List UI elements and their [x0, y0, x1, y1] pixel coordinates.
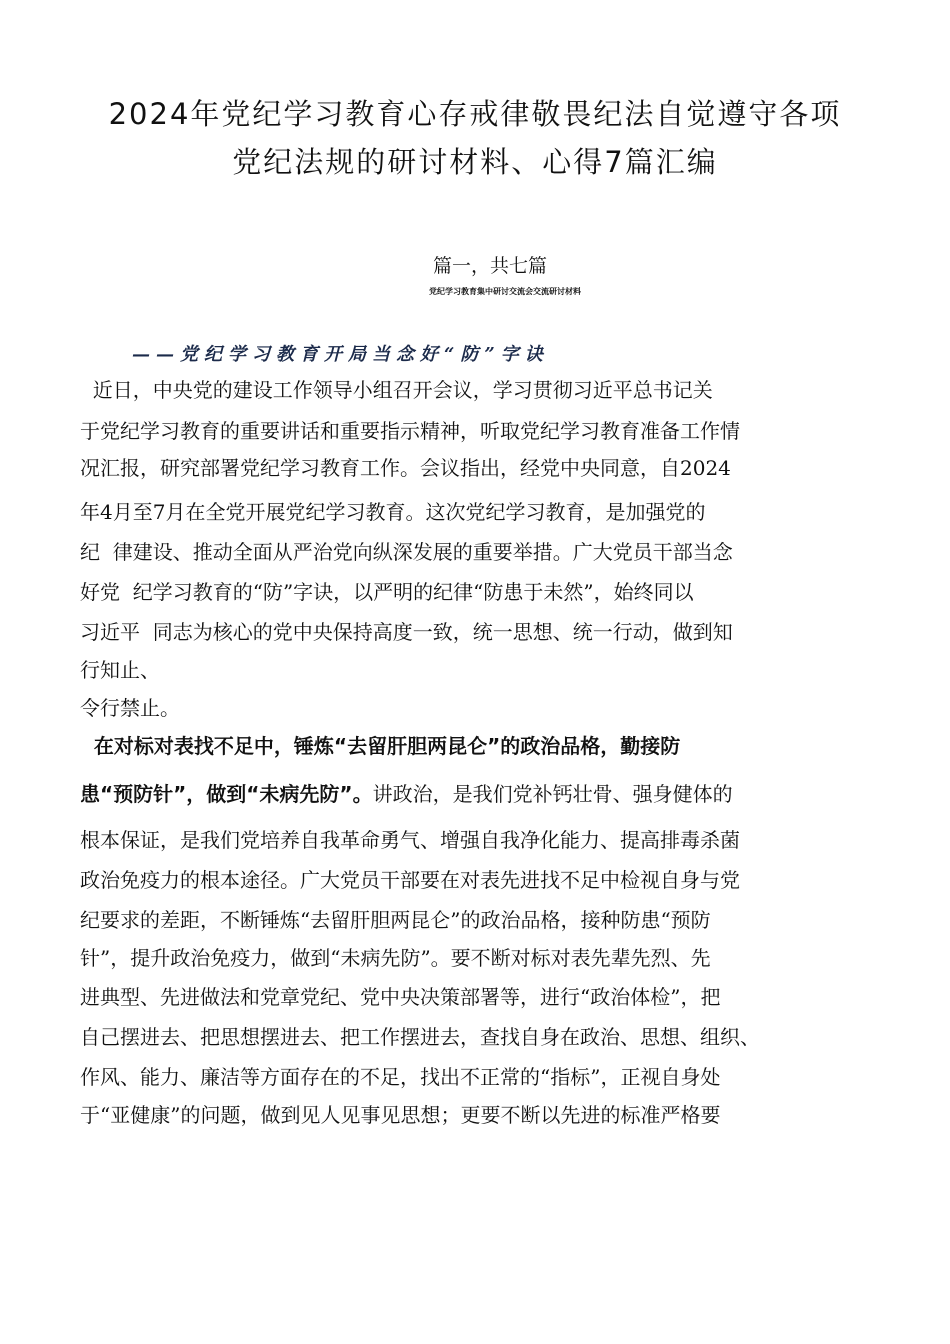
paragraph-mixed-line: [80, 784, 733, 804]
paragraph-line: 况汇报，研究部署党纪学习教育工作。会议指出，经党中央同意，自2024: [80, 456, 731, 480]
paragraph-line: 针”，提升政治免疫力，做到“未病先防”。要不断对标对表先辈先烈、先: [80, 946, 711, 970]
paragraph-heading-lead: 患“预防针”，做到“未病先防”。: [80, 782, 373, 806]
article-title: 党纪学习教育集中研讨交流会交流研讨材料: [429, 287, 581, 296]
document-title-line-1: 2024年党纪学习教育心存戒律敬畏纪法自觉遵守各项: [108, 97, 842, 131]
paragraph-line: 自己摆进去、把思想摆进去、把工作摆进去，查找自身在政治、思想、组织、: [80, 1025, 760, 1049]
paragraph-heading-line: 在对标对表找不足中，锤炼“去留肝胆两昆仑”的政治品格，勤接防: [80, 734, 681, 758]
paragraph-line: 好党 纪学习教育的“防”字诀，以严明的纪律“防患于未然”，始终同以: [80, 580, 694, 604]
paragraph-line: 进典型、先进做法和党章党纪、党中央决策部署等，进行“政治体检”，把: [80, 985, 721, 1009]
paragraph-line: 令行禁止。: [80, 696, 180, 720]
document-title-line-2: 党纪法规的研讨材料、心得7篇汇编: [232, 145, 718, 179]
paragraph-line: 近日，中央党的建设工作领导小组召开会议，学习贯彻习近平总书记关: [80, 378, 713, 402]
paragraph-line: 习近平 同志为核心的党中央保持高度一致，统一思想、统一行动，做到知: [80, 620, 733, 644]
paragraph-line: 作风、能力、廉洁等方面存在的不足，找出不正常的“指标”，正视自身处: [80, 1065, 721, 1089]
article-subtitle: ——党纪学习教育开局当念好“防”字诀: [132, 344, 549, 365]
paragraph-line: 纪 律建设、推动全面从严治党向纵深发展的重要举措。广大党员干部当念: [80, 540, 733, 564]
paragraph-line: 于党纪学习教育的重要讲话和重要指示精神，听取党纪学习教育准备工作情: [80, 419, 740, 443]
paragraph-line: 纪要求的差距，不断锤炼“去留肝胆两昆仑”的政治品格，接种防患“预防: [80, 908, 711, 932]
paragraph-line: 政治免疫力的根本途径。广大党员干部要在对表先进找不足中检视自身与党: [80, 868, 740, 892]
paragraph-line: 于“亚健康”的问题，做到见人见事见思想；更要不断以先进的标准严格要: [80, 1103, 721, 1127]
paragraph-line: 年4月至7月在全党开展党纪学习教育。这次党纪学习教育，是加强党的: [80, 500, 706, 524]
paragraph-line: 根本保证，是我们党培养自我革命勇气、增强自我净化能力、提高排毒杀菌: [80, 828, 740, 852]
paragraph-text: 讲政治，是我们党补钙壮骨、强身健体的: [372, 782, 733, 806]
part-label: 篇一，共七篇: [432, 255, 547, 277]
paragraph-line: 行知止、: [80, 658, 160, 682]
